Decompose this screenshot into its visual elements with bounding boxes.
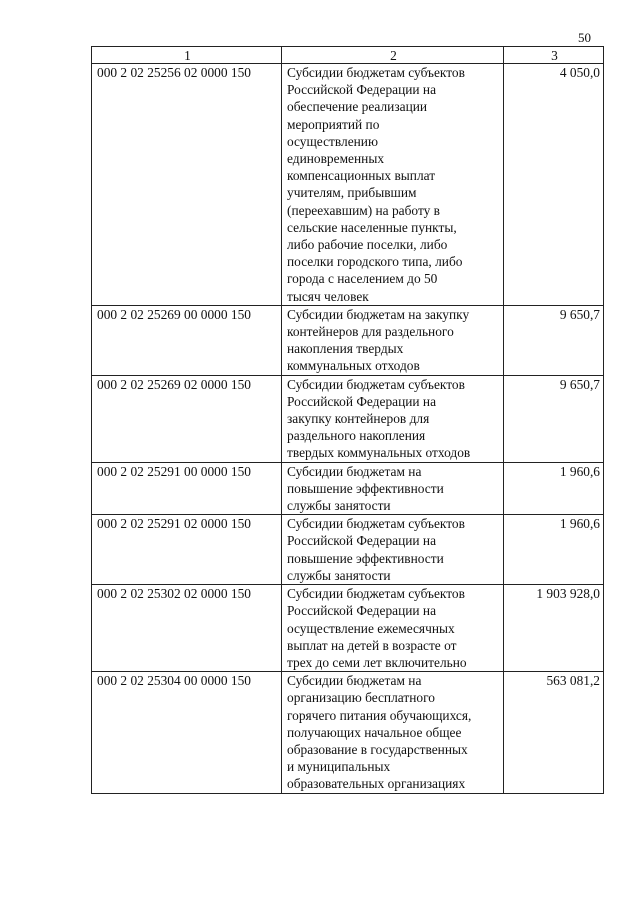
description-line: твердых коммунальных отходов [287,445,471,461]
description-line: закупку контейнеров для [287,411,430,427]
description-line: учителям, прибывшим [287,185,417,201]
description-line: Субсидии бюджетам на [287,673,422,689]
table-row [92,64,604,306]
budget-code-cell: 000 2 02 25291 00 0000 150 [92,462,282,515]
amount-cell: 1 903 928,0 [504,585,604,672]
budget-code-cell: 000 2 02 25304 00 0000 150 [92,672,282,793]
amount-cell: 9 650,7 [504,375,604,462]
description-line: накопления твердых [287,341,404,357]
table-row [92,375,604,462]
table-body [92,64,604,794]
description-line: образование в государственных [287,741,468,757]
description-line: обеспечение реализации [287,99,428,115]
description-line: Субсидии бюджетам субъектов [287,65,465,80]
budget-table [91,46,604,794]
description-line: трех до семи лет включительно [287,654,467,670]
budget-code-cell: 000 2 02 25256 02 0000 150 [92,64,282,306]
table-header [92,47,604,64]
column-header-1: 1 [92,47,282,64]
description-line: тысяч человек [287,288,369,304]
description-cell [282,64,504,306]
table-row [92,585,604,672]
description-line: службы занятости [287,498,391,514]
column-header-3: 3 [504,47,604,64]
description-line: службы занятости [287,567,391,583]
description-line: Субсидии бюджетам на [287,463,422,479]
table-row [92,672,604,793]
description-line: организацию бесплатного [287,690,435,706]
description-cell [282,375,504,462]
table-row [92,515,604,585]
budget-code-cell: 000 2 02 25269 02 0000 150 [92,375,282,462]
description-line: Субсидии бюджетам субъектов [287,516,465,532]
description-line: получающих начальное общее [287,724,462,740]
description-line: выплат на детей в возрасте от [287,637,457,653]
budget-code-cell: 000 2 02 25302 02 0000 150 [92,585,282,672]
description-line: коммунальных отходов [287,358,420,374]
description-line: раздельного накопления [287,428,426,444]
description-cell [282,515,504,585]
column-header-2: 2 [282,47,504,64]
amount-cell: 9 650,7 [504,305,604,375]
amount-cell: 1 960,6 [504,462,604,515]
description-line: мероприятий по [287,116,380,132]
description-line: Субсидии бюджетам на закупку [287,306,470,322]
amount-cell: 1 960,6 [504,515,604,585]
description-line: Субсидии бюджетам субъектов [287,586,465,602]
description-line: горячего питания обучающихся, [287,707,472,723]
description-line: Российской Федерации на [287,393,437,409]
description-line: осуществлению [287,133,378,149]
description-line: Российской Федерации на [287,82,437,98]
description-line: повышение эффективности [287,550,444,566]
description-line: либо рабочие поселки, либо [287,237,448,253]
description-line: и муниципальных [287,759,391,775]
description-line: компенсационных выплат [287,168,436,184]
description-cell [282,585,504,672]
amount-cell: 563 081,2 [504,672,604,793]
description-cell [282,462,504,515]
description-cell [282,672,504,793]
description-line: повышение эффективности [287,480,444,496]
description-line: города с населением до 50 [287,271,438,287]
budget-code-cell: 000 2 02 25269 00 0000 150 [92,305,282,375]
description-line: поселки городского типа, либо [287,254,463,270]
description-line: осуществление ежемесячных [287,620,455,636]
description-line: образовательных организациях [287,776,466,792]
description-line: Субсидии бюджетам субъектов [287,376,465,392]
description-line: единовременных [287,151,385,167]
amount-cell: 4 050,0 [504,64,604,306]
description-line: контейнеров для раздельного [287,324,454,340]
description-line: (переехавшим) на работу в [287,202,440,218]
table-row [92,305,604,375]
description-line: сельские населенные пункты, [287,219,457,235]
description-line: Российской Федерации на [287,603,437,619]
description-line: Российской Федерации на [287,533,437,549]
page-number: 50 [578,30,591,45]
table-row [92,462,604,515]
table-header-row [92,47,604,64]
budget-code-cell: 000 2 02 25291 02 0000 150 [92,515,282,585]
description-cell [282,305,504,375]
